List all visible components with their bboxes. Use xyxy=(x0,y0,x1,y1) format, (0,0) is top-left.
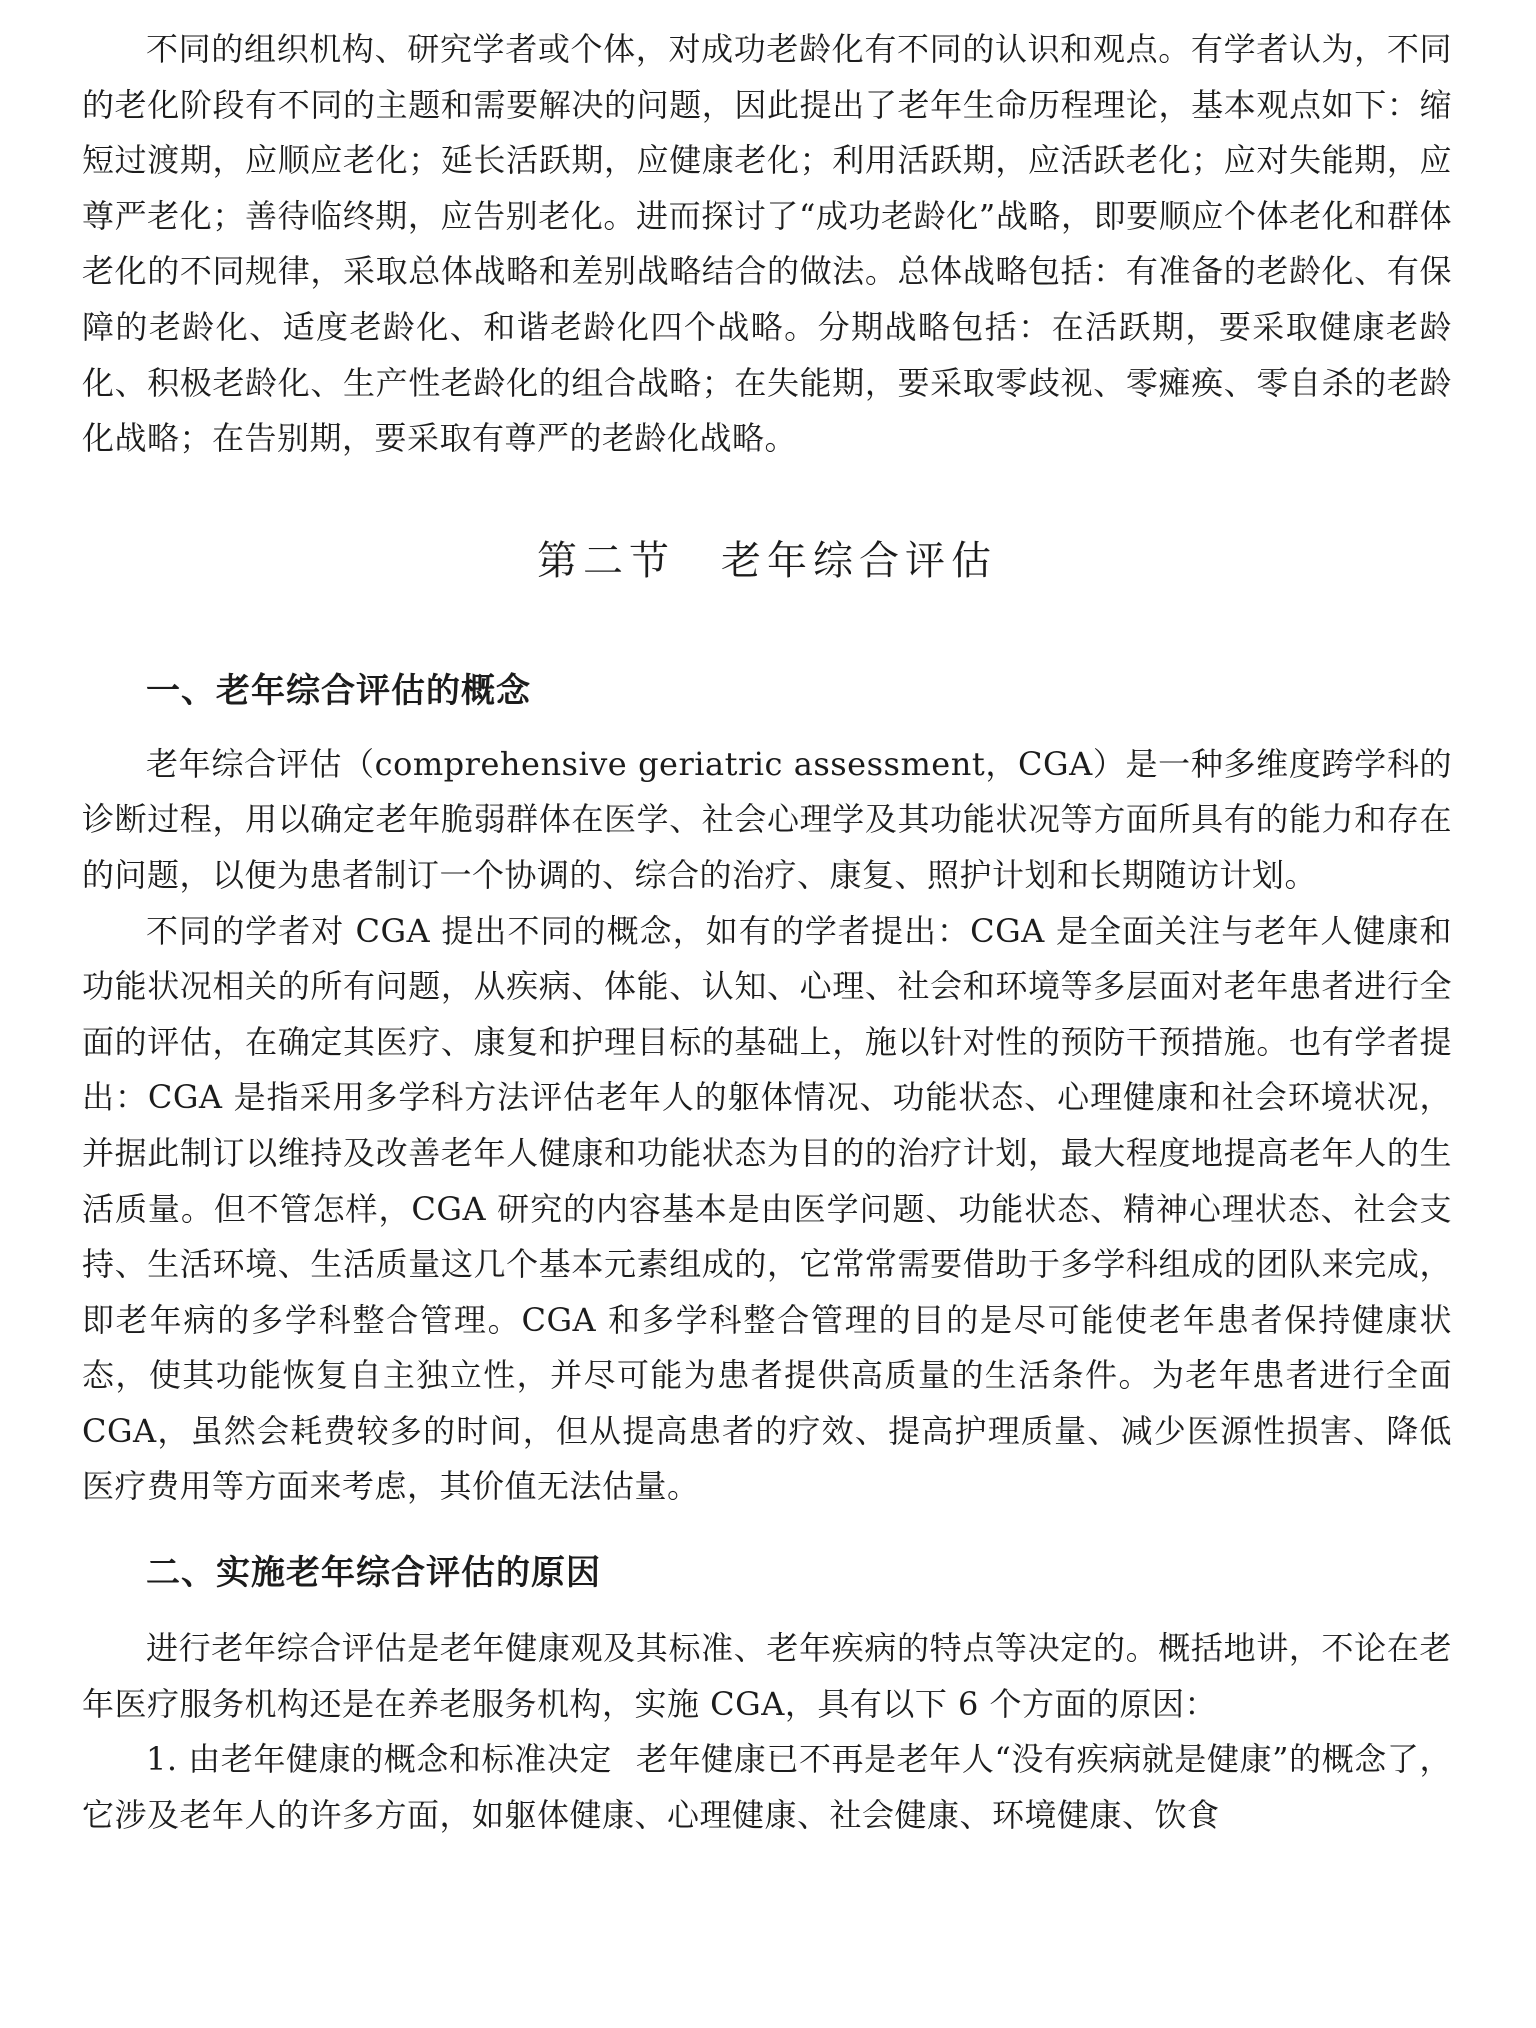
document-page xyxy=(82,22,1452,1843)
section-title: 第二节 老年综合评估 xyxy=(537,537,997,584)
numbered-item-1-text: 老年健康已不再是老年人“没有疾病就是健康”的概念了，它涉及老年人的许多方面，如躯体健康、心理健康、社会健康、环境健康、饮食 xyxy=(82,1740,1452,1834)
numbered-item-1-heading: 1. 由老年健康的概念和标准决定 xyxy=(146,1740,612,1779)
subsection-1-heading: 一、老年综合评估的概念 xyxy=(146,670,531,711)
subsection-2-heading: 二、实施老年综合评估的原因 xyxy=(146,1553,601,1594)
subsection-1-paragraph-1: 老年综合评估（comprehensive geriatric assessment，CGA）是一种多维度跨学科的诊断过程，用以确定老年脆弱群体在医学、社会心理学及其功能状况等方面所具有的能力和存在的问题，以便为患者制订一个协调的、综合的治疗、康复、照护计划和长期随访计划。 xyxy=(82,744,1452,894)
numbered-item-1 xyxy=(82,1732,1452,1843)
intro-paragraph: 不同的组织机构、研究学者或个体，对成功老龄化有不同的认识和观点。有学者认为，不同的老化阶段有不同的主题和需要解决的问题，因此提出了老年生命历程理论，基本观点如下：缩短过渡期，应顺应老化；延长活跃期，应健康老化；利用活跃期，应活跃老化；应对失能期，应尊严老化；善待临终期，应告别老化。进而探讨了“成功老龄化”战略，即要顺应个体老化和群体老化的不同规律，采取总体战略和差别战略结合的做法。总体战略包括：有准备的老龄化、有保障的老龄化、适度老龄化、和谐老龄化四个战略。分期战略包括：在活跃期，要采取健康老龄化、积极老龄化、生产性老龄化的组合战略；在失能期，要采取零歧视、零瘫痪、零自杀的老龄化战略；在告别期，要采取有尊严的老龄化战略。 xyxy=(82,30,1452,458)
subsection-2-paragraph: 进行老年综合评估是老年健康观及其标准、老年疾病的特点等决定的。概括地讲，不论在老年医疗服务机构还是在养老服务机构，实施 CGA，具有以下 6 个方面的原因： xyxy=(82,1629,1452,1723)
subsection-1-paragraph-2: 不同的学者对 CGA 提出不同的概念，如有的学者提出：CGA 是全面关注与老年人健康和功能状况相关的所有问题，从疾病、体能、认知、心理、社会和环境等多层面对老年患者进行全面的评估，在确定其医疗、康复和护理目标的基础上，施以针对性的预防干预措施。也有学者提出：CGA 是指采用多学科方法评估老年人的躯体情况、功能状态、心理健康和社会环境状况，并据此制订以维持及改善老年人健康和功能状态为目的的治疗计划，最大程度地提高老年人的生活质量。但不管怎样，CGA 研究的内容基本是由医学问题、功能状态、精神心理状态、社会支持、生活环境、生活质量这几个基本元素组成的，它常常需要借助于多学科组成的团队来完成，即老年病的多学科整合管理。CGA 和多学科整合管理的目的是尽可能使老年患者保持健康状态，使其功能恢复自主独立性，并尽可能为患者提供高质量的生活条件。为老年患者进行全面 CGA，虽然会耗费较多的时间，但从提高患者的疗效、提高护理质量、减少医源性损害、降低医疗费用等方面来考虑，其价值无法估量。 xyxy=(82,911,1452,1506)
